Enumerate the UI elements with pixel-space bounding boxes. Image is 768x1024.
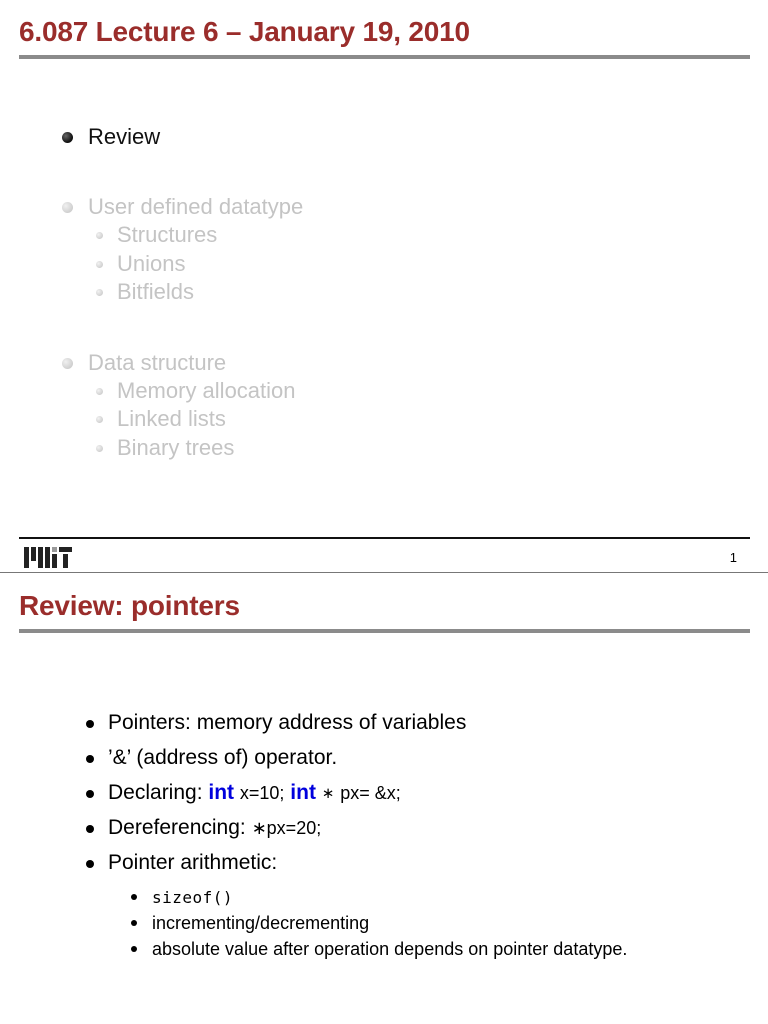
bullet-icon: [62, 132, 73, 143]
bullet-icon: [131, 894, 137, 900]
outline-subitem: Memory allocation: [60, 377, 303, 406]
bullet-icon: [131, 920, 137, 926]
title-rule: [19, 55, 750, 59]
slide-divider: [0, 572, 768, 573]
footer-rule: [19, 537, 750, 539]
outline-item-label: Review: [88, 124, 161, 149]
bullet-icon: [62, 202, 73, 213]
bullet-icon: [86, 720, 94, 728]
slide-title: 6.087 Lecture 6 – January 19, 2010: [19, 16, 470, 47]
outline-item-data-structure: [60, 348, 303, 377]
bullet-item: Pointer arithmetic:: [84, 847, 627, 882]
mit-logo: [24, 547, 72, 568]
bullet-icon: [96, 232, 103, 239]
outline-subitem: Binary trees: [60, 434, 303, 463]
bullet-item: Dereferencing: ∗px=20;: [84, 812, 627, 847]
sub-bullet-item: absolute value after operation depends on pointer datatype.: [128, 936, 627, 962]
outline-subitem: Linked lists: [60, 405, 303, 434]
sub-bullet-item: sizeof(): [128, 884, 627, 910]
outline-item-review: [60, 122, 303, 151]
bullet-list: [84, 707, 627, 962]
keyword: int: [208, 781, 235, 804]
bullet-icon: [96, 445, 103, 452]
bullet-icon: [62, 358, 73, 369]
bullet-icon: [86, 825, 94, 833]
bullet-item: Declaring: int x=10; int ∗ px= &x;: [84, 777, 627, 812]
bullet-icon: [96, 261, 103, 268]
outline-item-label: Data structure: [88, 349, 227, 375]
title-rule: [19, 629, 750, 633]
bullet-icon: [131, 946, 137, 952]
bullet-item: Pointers: memory address of variables: [84, 707, 627, 742]
bullet-icon: [86, 755, 94, 763]
bullet-icon: [96, 416, 103, 423]
bullet-icon: [86, 790, 94, 798]
page-number: 1: [729, 550, 737, 565]
keyword: int: [290, 781, 316, 804]
slide-title: Review: pointers: [19, 590, 240, 621]
sub-bullet-list: [84, 884, 627, 962]
outline-item-user-defined-datatype: [60, 192, 303, 221]
outline-item-label: User defined datatype: [88, 194, 304, 219]
outline-subitem: Structures: [60, 221, 303, 250]
bullet-icon: [96, 388, 103, 395]
outline-subitem: Unions: [60, 250, 303, 279]
bullet-icon: [96, 289, 103, 296]
lecture-outline: [60, 122, 303, 462]
bullet-icon: [86, 860, 94, 868]
sub-bullet-item: incrementing/decrementing: [128, 910, 627, 936]
slide-2: [0, 574, 768, 1024]
outline-subitem: Bitfields: [60, 278, 303, 307]
bullet-item: ’&’ (address of) operator.: [84, 742, 627, 777]
